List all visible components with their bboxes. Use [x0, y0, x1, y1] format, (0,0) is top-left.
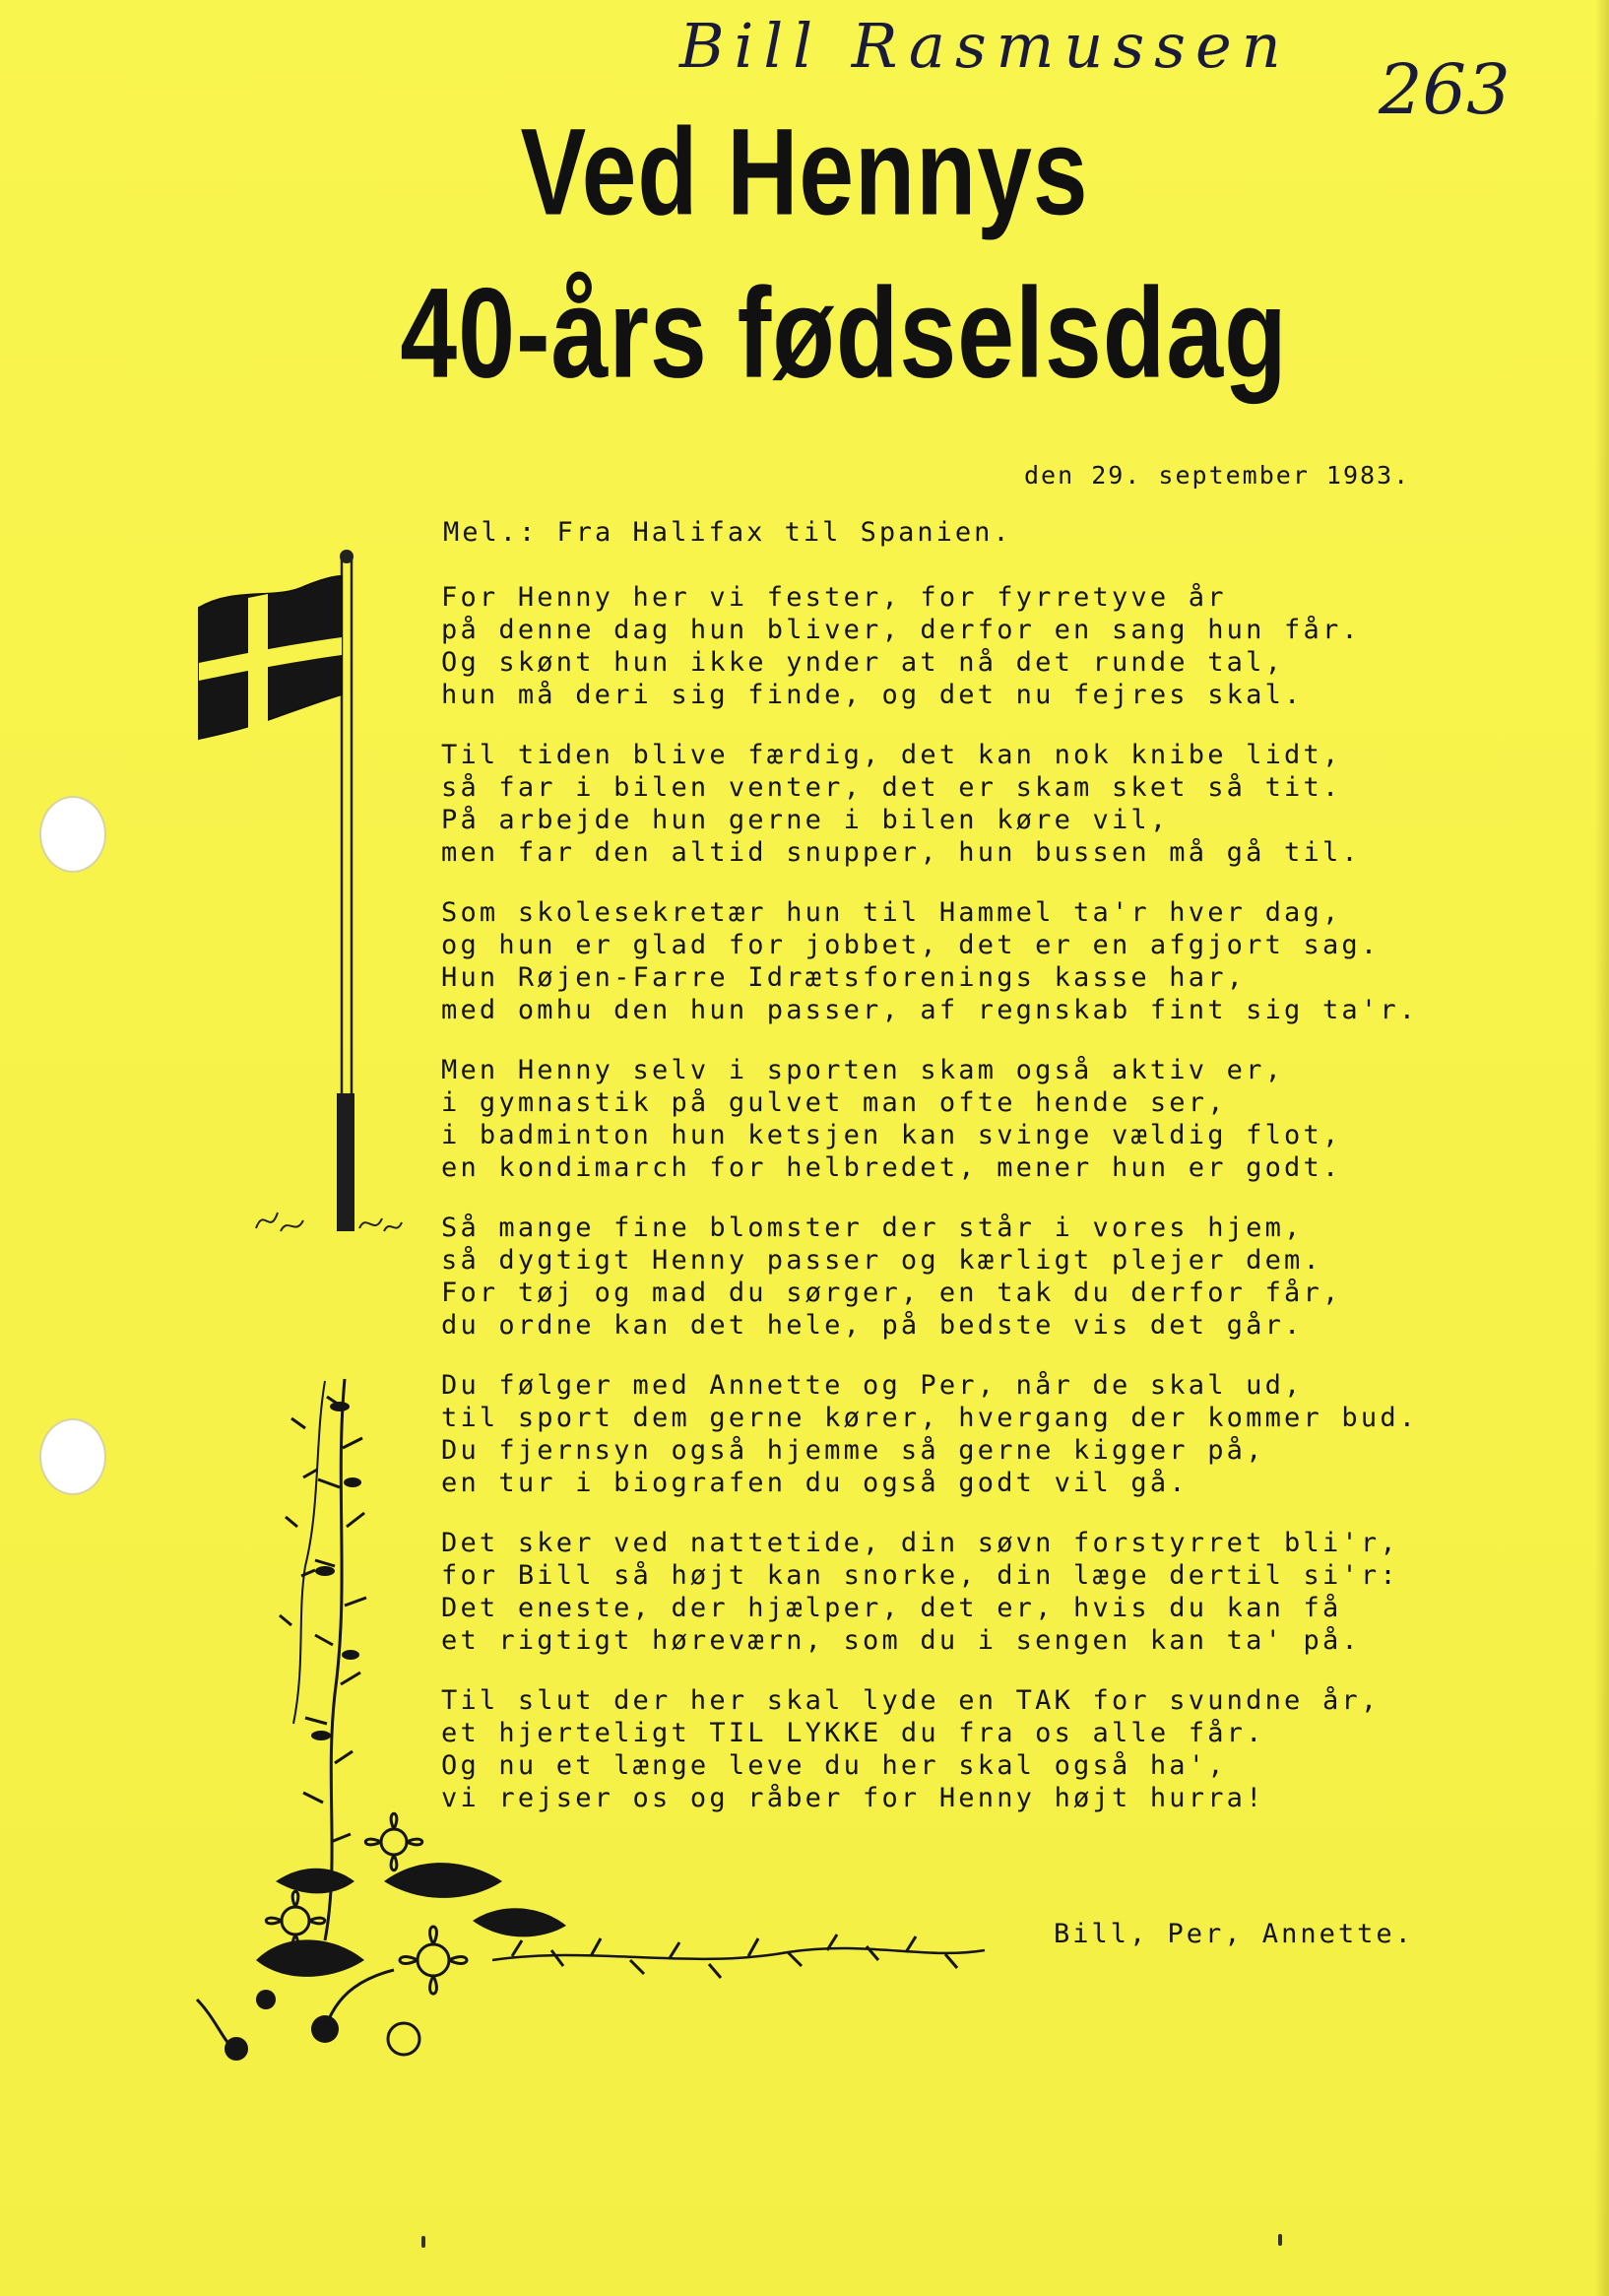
stanza	[441, 896, 1544, 1026]
stanza	[441, 1212, 1544, 1342]
title-line-2: 40-års fødselsdag	[400, 262, 1288, 406]
poem-line: og hun er glad for jobbet, det er en afgjort sag.	[441, 930, 1381, 960]
poem-line: hun må deri sig finde, og det nu fejres skal.	[441, 680, 1304, 710]
punch-hole-bottom	[39, 1418, 106, 1495]
poem-line: på denne dag hun bliver, derfor en sang hun får.	[441, 615, 1361, 645]
bottom-mark-left	[421, 2236, 425, 2248]
handwritten-name: Bill Rasmussen	[679, 10, 1291, 82]
poem-line: Det eneste, der hjælper, det er, hvis du kan få	[441, 1593, 1342, 1623]
poem-line: Du fjernsyn også hjemme så gerne kigger på,	[441, 1435, 1265, 1466]
poem	[441, 581, 1544, 1842]
date-line: den 29. september 1983.	[1024, 461, 1411, 490]
stanza	[441, 1369, 1544, 1499]
poem-line: Du følger med Annette og Per, når de skal ud,	[441, 1370, 1304, 1401]
poem-line: et rigtigt høreværn, som du i sengen kan ta' på.	[441, 1625, 1361, 1656]
melody-line: Mel.: Fra Halifax til Spanien.	[443, 517, 1012, 548]
poem-line: For tøj og mad du sørger, en tak du derfor får,	[441, 1278, 1342, 1308]
poem-line: vi rejser os og råber for Henny højt hurra!	[441, 1783, 1265, 1813]
poem-line: For Henny her vi fester, for fyrretyve år	[441, 582, 1227, 613]
poem-line: Som skolesekretær hun til Hammel ta'r hver dag,	[441, 897, 1342, 928]
stanza	[441, 1527, 1544, 1657]
poem-line: til sport dem gerne kører, hvergang der kommer bud.	[441, 1403, 1419, 1433]
poem-line: Så mange fine blomster der står i vores hjem,	[441, 1213, 1304, 1243]
stanza	[441, 1684, 1544, 1814]
poem-line: en tur i biografen du også godt vil gå.	[441, 1468, 1189, 1498]
signature: Bill, Per, Annette.	[1054, 1919, 1414, 1949]
punch-hole-top	[39, 796, 106, 873]
poem-line: så dygtigt Henny passer og kærligt plejer dem.	[441, 1245, 1322, 1276]
poem-line: Til slut der her skal lyde en TAK for svundne år,	[441, 1685, 1381, 1716]
poem-line: i gymnastik på gulvet man ofte hende ser,	[441, 1087, 1227, 1118]
poem-line: Men Henny selv i sporten skam også aktiv er,	[441, 1055, 1285, 1085]
poem-line: Og skønt hun ikke ynder at nå det runde tal,	[441, 647, 1285, 678]
title-line-1: Ved Hennys	[520, 102, 1089, 241]
poem-line: Og nu et længe leve du her skal også ha',	[441, 1750, 1227, 1781]
stanza	[441, 739, 1544, 869]
poem-line: Hun Røjen-Farre Idrætsforenings kasse har,	[441, 962, 1247, 993]
handwritten-page-number: 263	[1379, 49, 1511, 130]
stanza	[441, 581, 1544, 711]
poem-line: Det sker ved nattetide, din søvn forstyrret bli'r,	[441, 1528, 1399, 1558]
poem-line: På arbejde hun gerne i bilen køre vil,	[441, 805, 1170, 835]
poem-line: i badminton hun ketsjen kan svinge vældig flot,	[441, 1120, 1342, 1150]
poem-line: du ordne kan det hele, på bedste vis det går.	[441, 1310, 1304, 1341]
poem-line: med omhu den hun passer, af regnskab fint sig ta'r.	[441, 995, 1419, 1025]
stanza	[441, 1054, 1544, 1184]
poem-line: så far i bilen venter, det er skam sket så tit.	[441, 772, 1342, 803]
poem-line: for Bill så højt kan snorke, din læge dertil si'r:	[441, 1560, 1399, 1591]
poem-line: men far den altid snupper, hun bussen må gå til.	[441, 837, 1361, 868]
poem-line: Til tiden blive færdig, det kan nok knibe lidt,	[441, 740, 1342, 770]
bottom-mark-right	[1278, 2234, 1282, 2246]
danish-flag-on-pole-icon	[187, 547, 404, 1236]
poem-line: et hjerteligt TIL LYKKE du fra os alle får.	[441, 1718, 1265, 1748]
poem-line: en kondimarch for helbredet, mener hun er godt.	[441, 1152, 1342, 1183]
